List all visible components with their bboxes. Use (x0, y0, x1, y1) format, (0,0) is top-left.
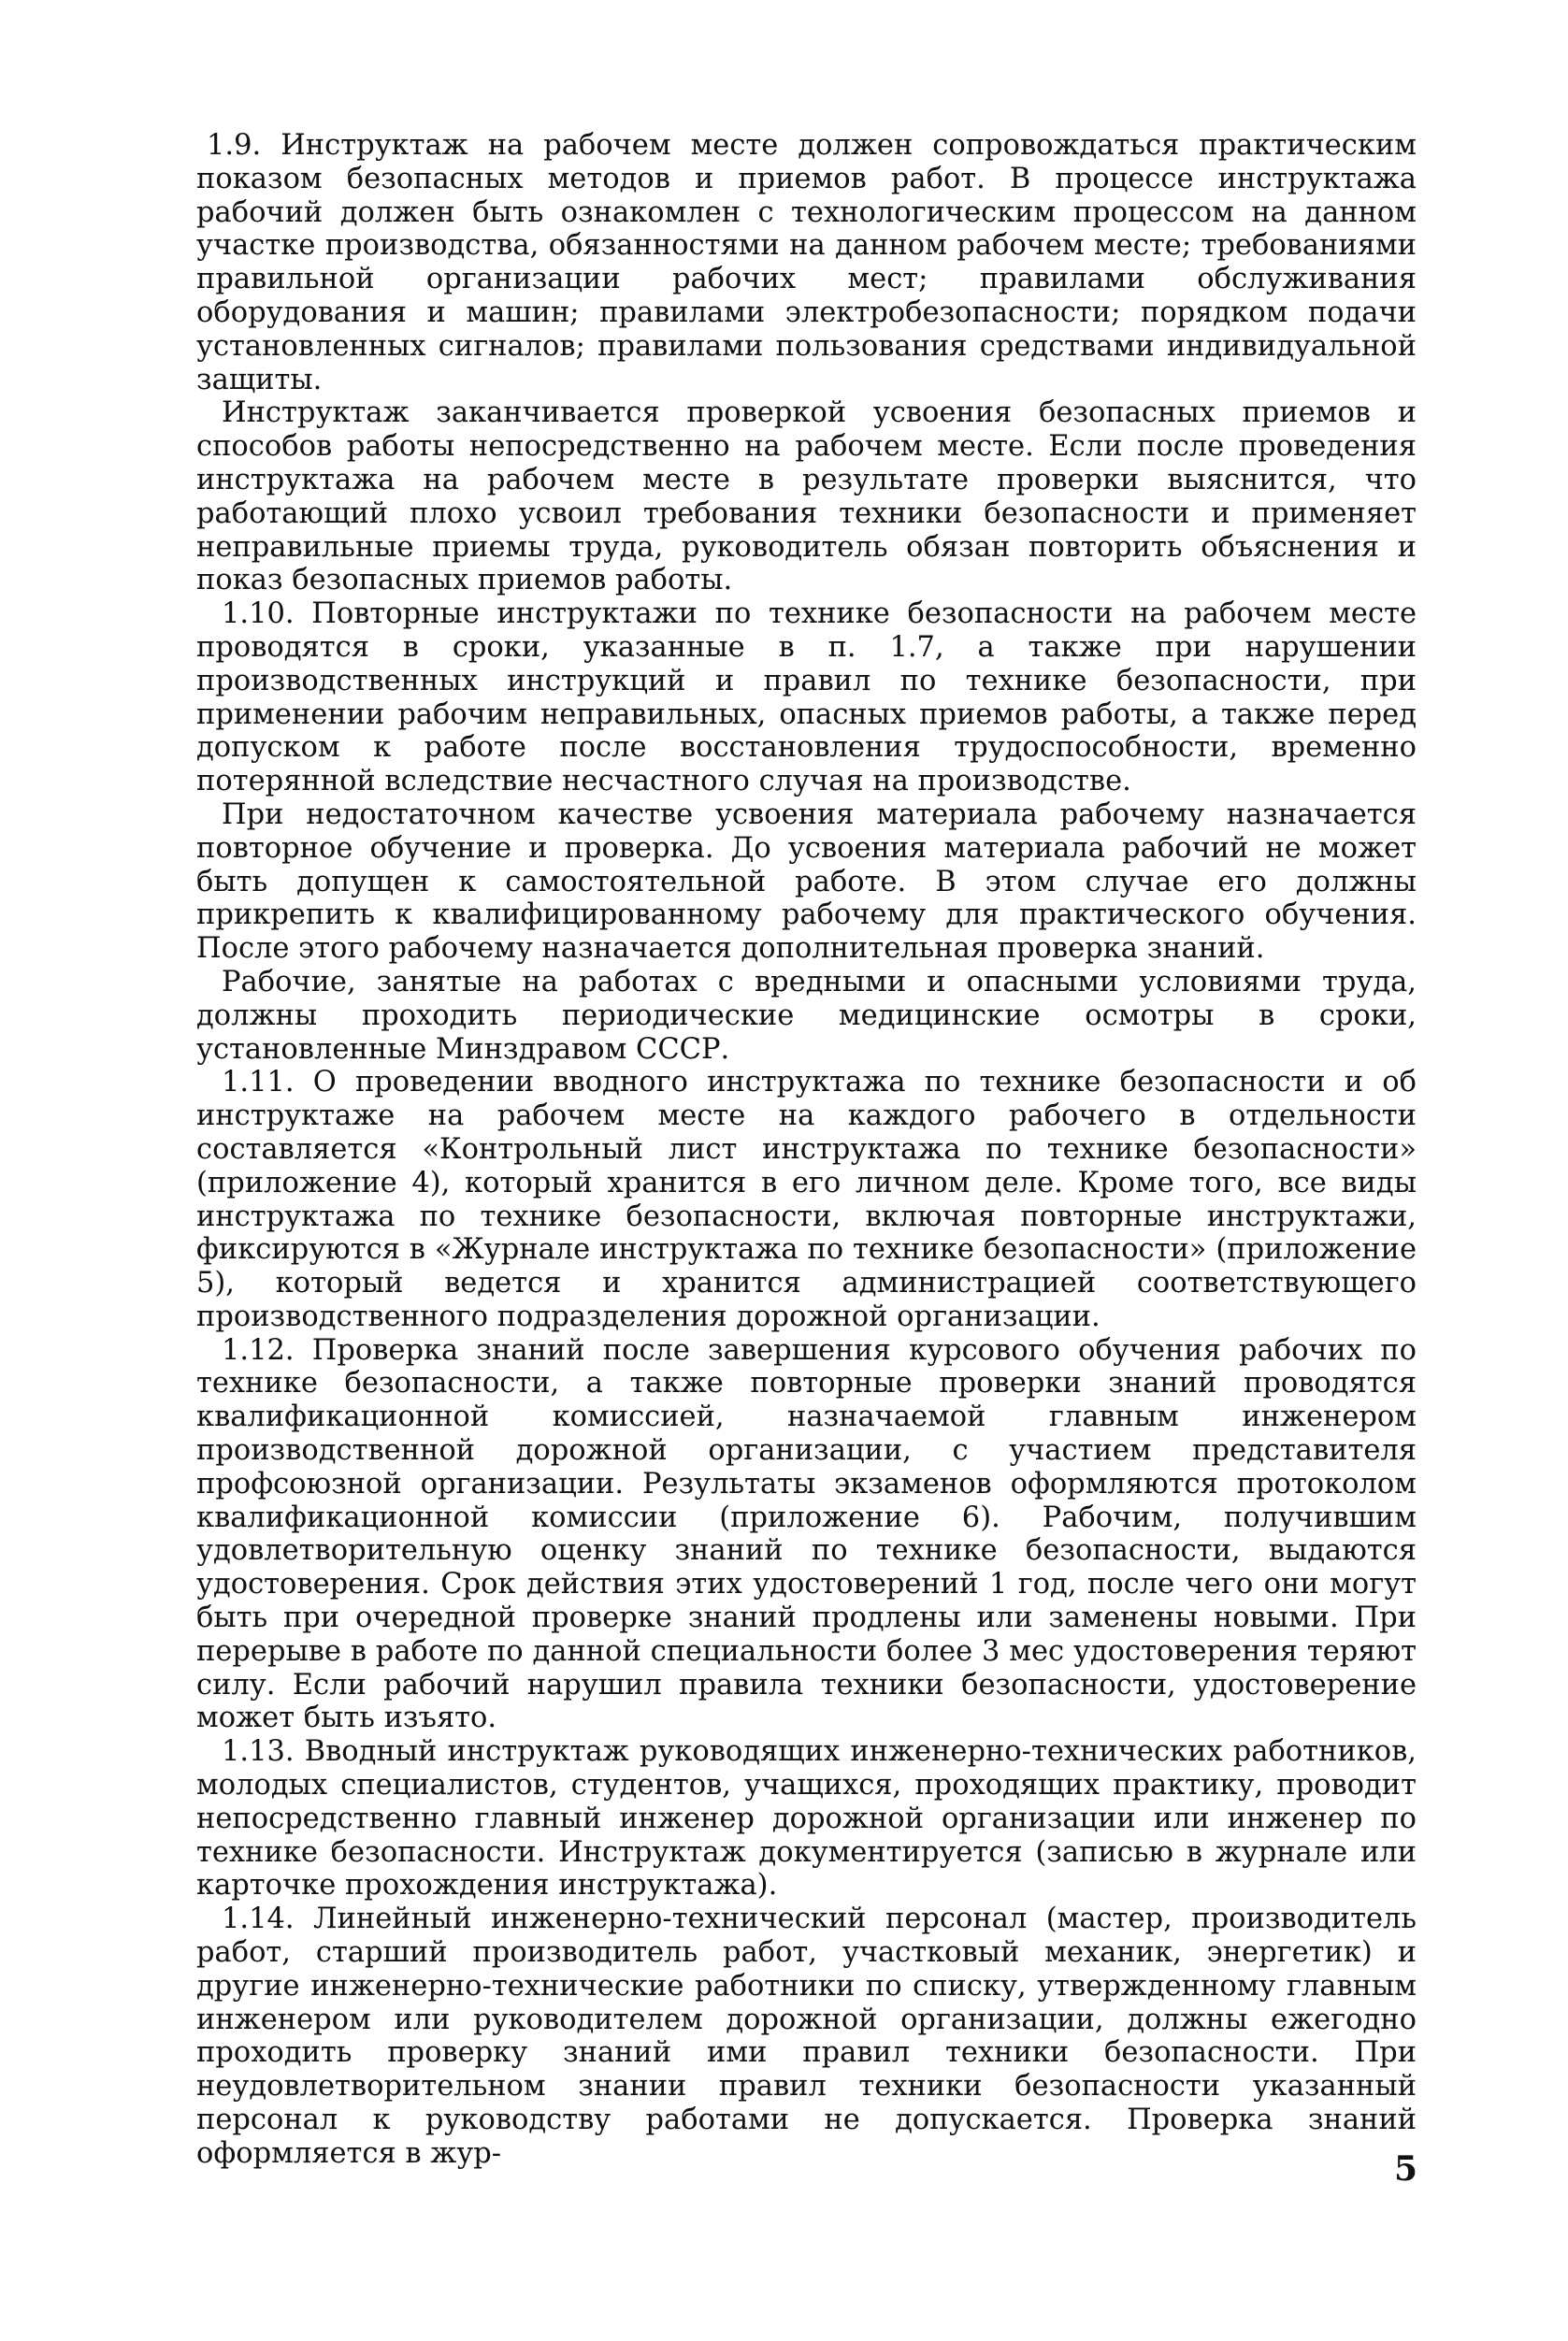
paragraph-medical-checkups: Рабочие, занятые на работах с вредными и опасными условиями труда, должны проходить периодические медицинские осмотры в сроки, установленные Минздравом СССР. (196, 965, 1417, 1066)
paragraph-1-10: 1.10. Повторные инструктажи по технике безопасности на рабочем месте проводятся в сроки, указанные в п. 1.7, а также при нарушении производственных инструкций и правил по технике безопасности, при применении рабочим неправильных, опасных приемов работы, а также перед допуском к работе после восстановления трудоспособности, временно потерянной вследствие несчастного случая на производстве. (196, 597, 1417, 798)
paragraph-1-9: 1.9. Инструктаж на рабочем месте должен сопровождаться практическим показом безопасных методов и приемов работ. В процессе инструктажа рабочий должен быть ознакомлен с технологическим процессом на данном участке производства, обязанностями на данном рабочем месте; требованиями правильной организации рабочих мест; правилами обслуживания оборудования и машин; правилами электробезопасности; порядком подачи установленных сигналов; правилами пользования средствами индивидуальной защиты. (196, 129, 1417, 396)
body-text (196, 129, 1417, 2171)
paragraph-instruction-check: Инструктаж заканчивается проверкой усвоения безопасных приемов и способов работы непосредственно на рабочем месте. Если после проведения инструктажа на рабочем месте в результате проверки выяснится, что работающий плохо усвоил требования техники безопасности и применяет неправильные приемы труда, руководитель обязан повторить объяснения и показ безопасных приемов работы. (196, 396, 1417, 597)
page-number: 5 (1393, 2149, 1417, 2189)
paragraph-1-12: 1.12. Проверка знаний после завершения курсового обучения рабочих по технике безопасности, а также повторные проверки знаний проводятся квалификационной комиссией, назначаемой главным инженером производственной дорожной организации, с участием представителя профсоюзной организации. Результаты экзаменов оформляются протоколом квалификационной комиссии (приложение 6). Рабочим, получившим удовлетворительную оценку знаний по технике безопасности, выдаются удостоверения. Срок действия этих удостоверений 1 год, после чего они могут быть при очередной проверке знаний продлены или заменены новыми. При перерыве в работе по данной специальности более 3 мес удостоверения теряют силу. Если рабочий нарушил правила техники безопасности, удостоверение может быть изъято. (196, 1333, 1417, 1735)
paragraph-1-14: 1.14. Линейный инженерно-технический персонал (мастер, производитель работ, старший производитель работ, участковый механик, энергетик) и другие инженерно-технические работники по списку, утвержденному главным инженером или руководителем дорожной организации, должны ежегодно проходить проверку знаний ими правил техники безопасности. При неудовлетворительном знании правил техники безопасности указанный персонал к руководству работами не допускается. Проверка знаний оформляется в жур- (196, 1903, 1417, 2170)
paragraph-1-11: 1.11. О проведении вводного инструктажа по технике безопасности и об инструктаже на рабочем месте на каждого рабочего в отдельности составляется «Контрольный лист инструктажа по технике безопасности» (приложение 4), который хранится в его личном деле. Кроме того, все виды инструктажа по технике безопасности, включая повторные инструктажи, фиксируются в «Журнале инструктажа по технике безопасности» (приложение 5), который ведется и хранится администрацией соответствующего производственного подразделения дорожной организации. (196, 1066, 1417, 1333)
paragraph-repeat-training: При недостаточном качестве усвоения материала рабочему назначается повторное обучение и проверка. До усвоения материала рабочий не может быть допущен к самостоятельной работе. В этом случае его должны прикрепить к квалифицированному рабочему для практического обучения. После этого рабочему назначается дополнительная проверка знаний. (196, 797, 1417, 966)
paragraph-1-13: 1.13. Вводный инструктаж руководящих инженерно-технических работников, молодых специалистов, студентов, учащихся, проходящих практику, проводит непосредственно главный инженер дорожной организации или инженер по технике безопасности. Инструктаж документируется (записью в журнале или карточке прохождения инструктажа). (196, 1735, 1417, 1903)
